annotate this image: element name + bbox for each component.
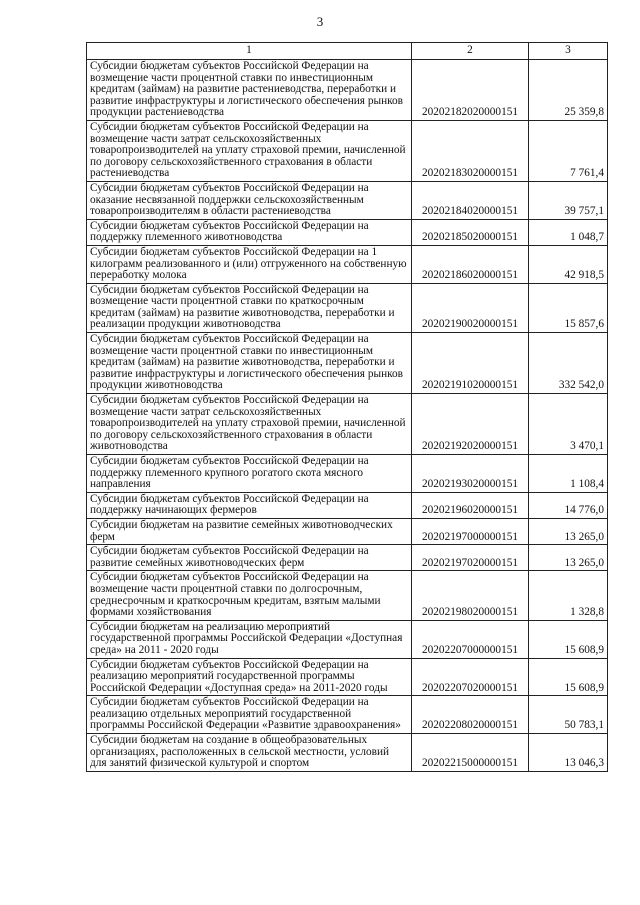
row-code: 20202191020000151 bbox=[412, 333, 529, 394]
row-code: 20202197020000151 bbox=[412, 545, 529, 571]
row-amount: 50 783,1 bbox=[529, 696, 608, 734]
row-code: 20202186020000151 bbox=[412, 245, 529, 283]
row-description: Субсидии бюджетам субъектов Российской Федерации на поддержку племенного животноводства bbox=[87, 219, 412, 245]
row-description: Субсидии бюджетам субъектов Российской Федерации на возмещение части затрат сельскохозяйственных товаропроизводителей на уплату страховой премии, начисленной по договору сельскохозяйственного страхования в области растениеводства bbox=[87, 120, 412, 181]
row-description: Субсидии бюджетам субъектов Российской Федерации на 1 килограмм реализованного и (или) отгруженного на собственную переработку молока bbox=[87, 245, 412, 283]
table-row bbox=[87, 734, 608, 772]
row-amount: 13 265,0 bbox=[529, 545, 608, 571]
table-row bbox=[87, 333, 608, 394]
table-body bbox=[87, 60, 608, 772]
row-amount: 13 265,0 bbox=[529, 518, 608, 544]
row-description: Субсидии бюджетам субъектов Российской Федерации на возмещение части процентной ставки по краткосрочным кредитам (займам) на развитие животноводства, переработки и реализации продукции животноводства bbox=[87, 283, 412, 332]
row-description: Субсидии бюджетам субъектов Российской Федерации на реализацию отдельных мероприятий государственной программы Российской Федерации «Развитие здравоохранения» bbox=[87, 696, 412, 734]
row-description: Субсидии бюджетам субъектов Российской Федерации на возмещение части процентной ставки по долгосрочным, среднесрочным и краткосрочным кредитам, взятым малыми формами хозяйствования bbox=[87, 571, 412, 620]
row-amount: 14 776,0 bbox=[529, 492, 608, 518]
header-col-1: 1 bbox=[87, 43, 412, 60]
table-row bbox=[87, 219, 608, 245]
row-description: Субсидии бюджетам субъектов Российской Федерации на возмещение части процентной ставки по инвестиционным кредитам (займам) на развитие животноводства, переработки и развитие инфраструктуры и логистического обеспечения рынков продукции животноводства bbox=[87, 333, 412, 394]
table-row bbox=[87, 518, 608, 544]
row-description: Субсидии бюджетам на развитие семейных животноводческих ферм bbox=[87, 518, 412, 544]
row-description: Субсидии бюджетам субъектов Российской Федерации на развитие семейных животноводческих ферм bbox=[87, 545, 412, 571]
row-code: 20202193020000151 bbox=[412, 455, 529, 493]
row-code: 20202184020000151 bbox=[412, 181, 529, 219]
table-row bbox=[87, 492, 608, 518]
row-amount: 332 542,0 bbox=[529, 333, 608, 394]
table-row bbox=[87, 120, 608, 181]
row-code: 20202197000000151 bbox=[412, 518, 529, 544]
row-amount: 39 757,1 bbox=[529, 181, 608, 219]
row-code: 20202198020000151 bbox=[412, 571, 529, 620]
row-code: 20202190020000151 bbox=[412, 283, 529, 332]
row-code: 20202207020000151 bbox=[412, 658, 529, 696]
table-row bbox=[87, 545, 608, 571]
row-amount: 1 108,4 bbox=[529, 455, 608, 493]
row-description: Субсидии бюджетам субъектов Российской Федерации на реализацию мероприятий государственной программы Российской Федерации «Доступная среда» на 2011-2020 годы bbox=[87, 658, 412, 696]
row-amount: 42 918,5 bbox=[529, 245, 608, 283]
row-description: Субсидии бюджетам субъектов Российской Федерации на поддержку племенного крупного рогатого скота мясного направления bbox=[87, 455, 412, 493]
row-description: Субсидии бюджетам субъектов Российской Федерации на оказание несвязанной поддержки сельскохозяйственным товаропроизводителям в области растениеводства bbox=[87, 181, 412, 219]
row-amount: 3 470,1 bbox=[529, 394, 608, 455]
row-code: 20202182020000151 bbox=[412, 60, 529, 121]
row-amount: 13 046,3 bbox=[529, 734, 608, 772]
row-code: 20202215000000151 bbox=[412, 734, 529, 772]
row-description: Субсидии бюджетам на создание в общеобразовательных организациях, расположенных в сельской местности, условий для занятий физической культурой и спортом bbox=[87, 734, 412, 772]
table-row bbox=[87, 571, 608, 620]
row-amount: 1 048,7 bbox=[529, 219, 608, 245]
table-row bbox=[87, 245, 608, 283]
row-code: 20202192020000151 bbox=[412, 394, 529, 455]
page-number: 3 bbox=[316, 14, 324, 29]
row-description: Субсидии бюджетам субъектов Российской Федерации на возмещение части процентной ставки по инвестиционным кредитам (займам) на развитие растениеводства, переработки и развитие инфраструктуры и логистического обеспечения рынков продукции растениеводства bbox=[87, 60, 412, 121]
table-header-row bbox=[87, 43, 608, 60]
table-row bbox=[87, 181, 608, 219]
header-col-3: 3 bbox=[529, 43, 608, 60]
row-code: 20202183020000151 bbox=[412, 120, 529, 181]
table-row bbox=[87, 60, 608, 121]
row-amount: 1 328,8 bbox=[529, 571, 608, 620]
row-code: 20202196020000151 bbox=[412, 492, 529, 518]
table-row bbox=[87, 283, 608, 332]
table-row bbox=[87, 620, 608, 658]
budget-table bbox=[86, 42, 608, 772]
row-description: Субсидии бюджетам субъектов Российской Федерации на возмещение части затрат сельскохозяйственных товаропроизводителей на уплату страховой премии, начисленной по договору сельскохозяйственного страхования в области животноводства bbox=[87, 394, 412, 455]
row-code: 20202185020000151 bbox=[412, 219, 529, 245]
table-row bbox=[87, 394, 608, 455]
row-code: 20202207000000151 bbox=[412, 620, 529, 658]
row-amount: 25 359,8 bbox=[529, 60, 608, 121]
table-row bbox=[87, 658, 608, 696]
row-amount: 7 761,4 bbox=[529, 120, 608, 181]
table-row bbox=[87, 455, 608, 493]
row-amount: 15 608,9 bbox=[529, 620, 608, 658]
header-col-2: 2 bbox=[412, 43, 529, 60]
row-code: 20202208020000151 bbox=[412, 696, 529, 734]
table-row bbox=[87, 696, 608, 734]
row-description: Субсидии бюджетам на реализацию мероприятий государственной программы Российской Федерации «Доступная среда» на 2011 - 2020 годы bbox=[87, 620, 412, 658]
row-amount: 15 857,6 bbox=[529, 283, 608, 332]
row-amount: 15 608,9 bbox=[529, 658, 608, 696]
row-description: Субсидии бюджетам субъектов Российской Федерации на поддержку начинающих фермеров bbox=[87, 492, 412, 518]
